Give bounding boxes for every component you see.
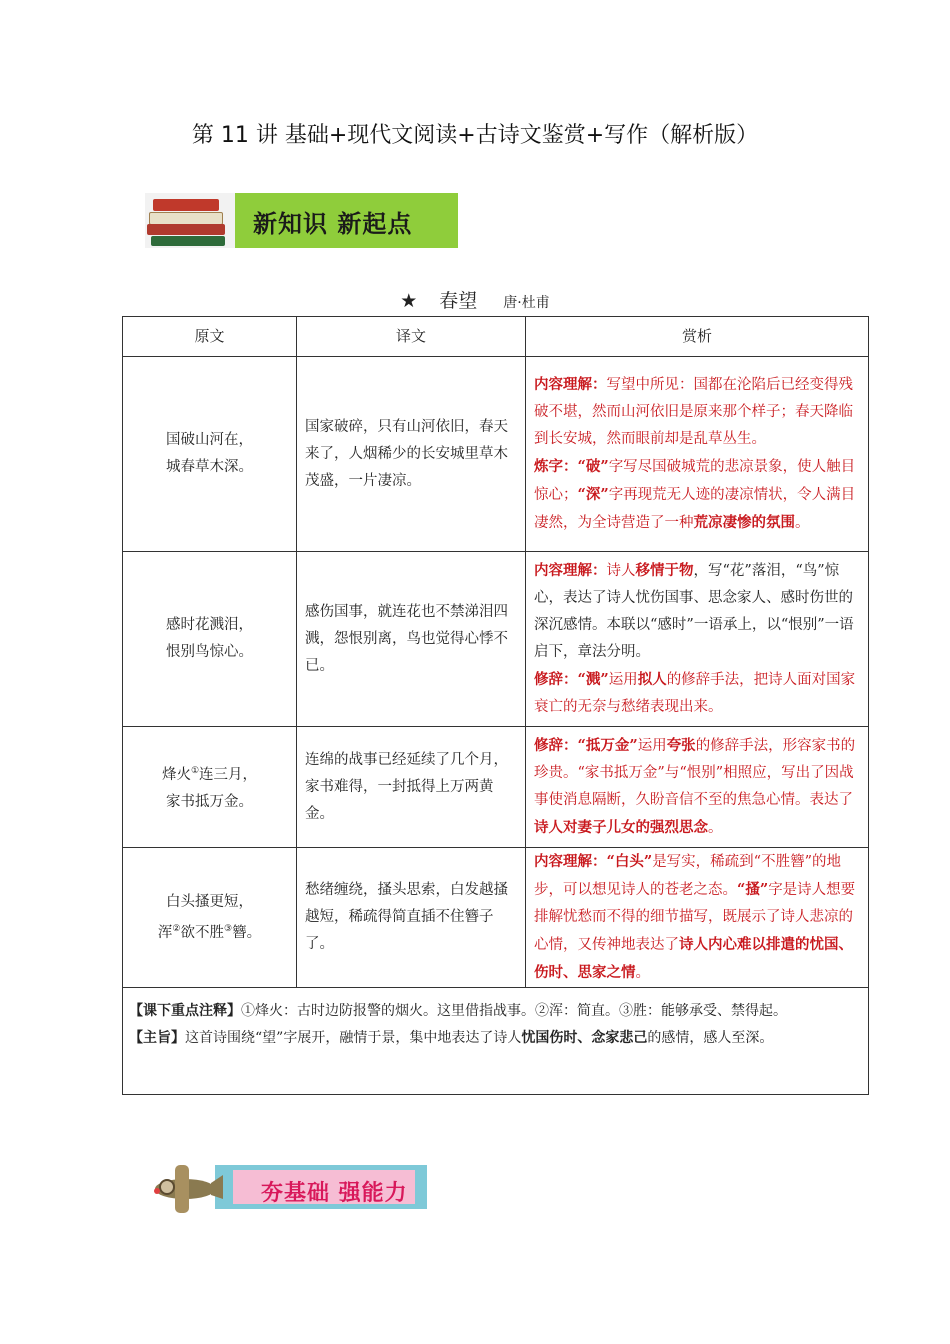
original-cell: 烽火①连三月， 家书抵万金。 bbox=[123, 727, 297, 848]
header-analysis: 赏析 bbox=[526, 317, 869, 357]
theme-label: 【主旨】 bbox=[129, 1030, 185, 1046]
banner-label: 夯基础 强能力 bbox=[261, 1181, 408, 1206]
translation-cell: 感伤国事，就连花也不禁涕泪四溅，怨恨别离，鸟也觉得心悸不已。 bbox=[297, 552, 526, 727]
poem-title: 春望 bbox=[439, 290, 478, 312]
star-icon: ★ bbox=[400, 290, 418, 312]
table-row bbox=[123, 727, 869, 848]
header-translation: 译文 bbox=[297, 317, 526, 357]
analysis-cell: 内容理解：诗人移情于物，写“花”落泪，“鸟”惊心，表达了诗人忧伤国事、思念家人、感时伤世的深沉感情。本联以“感时”一语承上，以“恨别”一语启下，章法分明。 修辞：“溅”运用拟人的修辞手法，把诗人面对国家衰亡的无奈与愁绪表现出来。 bbox=[526, 552, 869, 727]
airplane-icon bbox=[145, 1157, 225, 1217]
new-knowledge-banner bbox=[145, 193, 458, 248]
header-original: 原文 bbox=[123, 317, 297, 357]
table-row bbox=[123, 552, 869, 727]
analysis-cell: 内容理解：“白头”是写实，稀疏到“不胜簪”的地步，可以想见诗人的苍老之态。“搔”字是诗人想要排解忧愁而不得的细节描写，既展示了诗人悲凉的心情，又传神地表达了诗人内心难以排遣的忧国、伤时、思家之情。 bbox=[526, 848, 869, 988]
table-row bbox=[123, 357, 869, 552]
analysis-cell: 修辞：“抵万金”运用夸张的修辞手法，形容家书的珍贵。“家书抵万金”与“恨别”相照应，写出了因战事使消息隔断，久盼音信不至的焦急心情。表达了诗人对妻子儿女的强烈思念。 bbox=[526, 727, 869, 848]
original-cell: 白头搔更短， 浑②欲不胜③簪。 bbox=[123, 848, 297, 988]
notes-cell: 【课下重点注释】①烽火：古时边防报警的烟火。这里借指战事。②浑：简直。③胜：能够承受、禁得起。 【主旨】这首诗围绕“望”字展开，融情于景，集中地表达了诗人忧国伤时、念家悲己的感情，感人至深。 bbox=[123, 988, 869, 1095]
page-title: 第 11 讲 基础+现代文阅读+古诗文鉴赏+写作（解析版） bbox=[191, 123, 759, 148]
translation-cell: 连绵的战事已经延续了几个月，家书难得，一封抵得上万两黄金。 bbox=[297, 727, 526, 848]
translation-cell: 国家破碎，只有山河依旧，春天来了，人烟稀少的长安城里草木茂盛，一片凄凉。 bbox=[297, 357, 526, 552]
poem-heading bbox=[0, 286, 950, 313]
banner-label: 新知识 新起点 bbox=[253, 210, 413, 238]
original-cell: 国破山河在， 城春草木深。 bbox=[123, 357, 297, 552]
strengthen-basics-banner bbox=[145, 1157, 427, 1217]
poem-author: 唐·杜甫 bbox=[503, 295, 550, 311]
notes-label: 【课下重点注释】 bbox=[129, 1003, 241, 1019]
table-row bbox=[123, 848, 869, 988]
table-header-row bbox=[123, 317, 869, 357]
books-icon bbox=[145, 193, 235, 248]
poem-table bbox=[122, 316, 869, 1095]
translation-cell: 愁绪缠绕，搔头思索，白发越搔越短，稀疏得简直插不住簪子了。 bbox=[297, 848, 526, 988]
analysis-cell: 内容理解：写望中所见：国都在沦陷后已经变得残破不堪，然而山河依旧是原来那个样子；春天降临到长安城，然而眼前却是乱草丛生。 炼字：“破”字写尽国破城荒的悲凉景象，使人触目惊心；“深”字再现荒无人迹的凄凉情状，令人满目凄然，为全诗营造了一种荒凉凄惨的氛围。 bbox=[526, 357, 869, 552]
notes-row bbox=[123, 988, 869, 1095]
original-cell: 感时花溅泪， 恨别鸟惊心。 bbox=[123, 552, 297, 727]
